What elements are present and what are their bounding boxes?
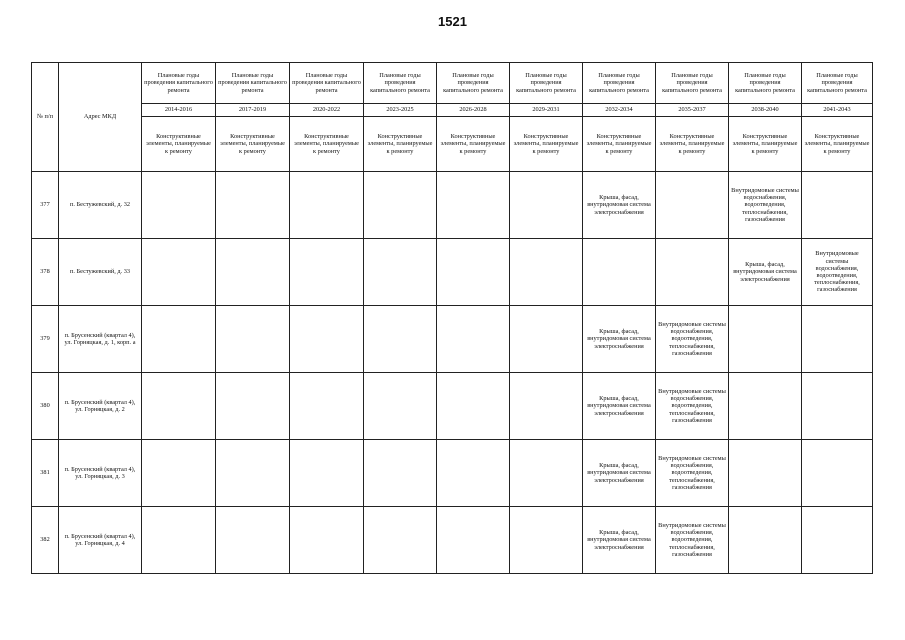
repair-elements-cell (364, 373, 437, 440)
period-years-header: 2032-2034 (583, 104, 656, 117)
row-number: 380 (32, 373, 59, 440)
repair-elements-cell (437, 507, 510, 574)
table-header (32, 63, 873, 172)
repair-elements-cell (437, 172, 510, 239)
repair-elements-cell (729, 306, 802, 373)
repair-elements-cell: Внутридомовые системы водоснабжения, водоотведения, теплоснабжения, газоснабжения (656, 507, 729, 574)
period-title-header: Плановые годы проведения капитального ремонта (216, 63, 290, 104)
period-years-header: 2038-2040 (729, 104, 802, 117)
period-elements-header: Конструктивные элементы, планируемые к ремонту (583, 117, 656, 172)
num-column-header: № п/п (32, 63, 59, 172)
period-title-header: Плановые годы проведения капитального ремонта (656, 63, 729, 104)
header-row-years (32, 104, 873, 117)
period-elements-header: Конструктивные элементы, планируемые к ремонту (437, 117, 510, 172)
repair-elements-cell (216, 440, 290, 507)
repair-elements-cell (142, 507, 216, 574)
table-row (32, 373, 873, 440)
row-address: п. Брусенский (квартал 4), ул. Горняцкая, д. 1, корп. а (59, 306, 142, 373)
period-years-header: 2041-2043 (802, 104, 873, 117)
repair-elements-cell (802, 306, 873, 373)
repair-elements-cell (583, 239, 656, 306)
repair-elements-cell: Крыша, фасад, внутридомовая система электроснабжения (729, 239, 802, 306)
repair-elements-cell (290, 373, 364, 440)
repair-elements-cell: Внутридомовые системы водоснабжения, водоотведения, теплоснабжения, газоснабжения (656, 373, 729, 440)
repair-elements-cell (510, 172, 583, 239)
repair-elements-cell (437, 373, 510, 440)
repair-elements-cell: Внутридомовые системы водоснабжения, водоотведения, теплоснабжения, газоснабжения (656, 306, 729, 373)
page-number: 1521 (438, 14, 467, 29)
period-title-header: Плановые годы проведения капитального ремонта (364, 63, 437, 104)
repair-elements-cell: Внутридомовые системы водоснабжения, водоотведения, теплоснабжения, газоснабжения (729, 172, 802, 239)
repair-elements-cell (364, 172, 437, 239)
repair-elements-cell (216, 239, 290, 306)
table-row (32, 239, 873, 306)
repair-elements-cell (290, 507, 364, 574)
period-elements-header: Конструктивные элементы, планируемые к ремонту (216, 117, 290, 172)
repair-elements-cell (142, 239, 216, 306)
period-elements-header: Конструктивные элементы, планируемые к ремонту (142, 117, 216, 172)
repair-elements-cell (142, 440, 216, 507)
period-elements-header: Конструктивные элементы, планируемые к ремонту (802, 117, 873, 172)
repair-elements-cell: Крыша, фасад, внутридомовая система электроснабжения (583, 507, 656, 574)
repair-elements-cell (802, 373, 873, 440)
repair-elements-cell (437, 239, 510, 306)
period-elements-header: Конструктивные элементы, планируемые к ремонту (290, 117, 364, 172)
repair-elements-cell (510, 440, 583, 507)
row-address: п. Брусенский (квартал 4), ул. Горняцкая, д. 4 (59, 507, 142, 574)
period-elements-header: Конструктивные элементы, планируемые к ремонту (364, 117, 437, 172)
period-title-header: Плановые годы проведения капитального ремонта (510, 63, 583, 104)
row-number: 382 (32, 507, 59, 574)
table-row (32, 507, 873, 574)
period-years-header: 2035-2037 (656, 104, 729, 117)
row-number: 377 (32, 172, 59, 239)
table-row (32, 306, 873, 373)
row-number: 379 (32, 306, 59, 373)
row-address: п. Бестужевский, д. 32 (59, 172, 142, 239)
address-column-header: Адрес МКД (59, 63, 142, 172)
repair-elements-cell: Крыша, фасад, внутридомовая система электроснабжения (583, 172, 656, 239)
repair-elements-cell (364, 239, 437, 306)
repair-elements-cell (364, 440, 437, 507)
row-address: п. Брусенский (квартал 4), ул. Горняцкая, д. 2 (59, 373, 142, 440)
repair-elements-cell (216, 172, 290, 239)
table-body (32, 172, 873, 574)
period-title-header: Плановые годы проведения капитального ремонта (729, 63, 802, 104)
repair-elements-cell (437, 440, 510, 507)
row-number: 381 (32, 440, 59, 507)
repair-elements-cell (510, 239, 583, 306)
repair-elements-cell (142, 172, 216, 239)
repair-elements-cell (729, 440, 802, 507)
repair-elements-cell (364, 306, 437, 373)
period-title-header: Плановые годы проведения капитального ремонта (142, 63, 216, 104)
repair-elements-cell (656, 239, 729, 306)
period-years-header: 2014-2016 (142, 104, 216, 117)
repair-elements-cell: Крыша, фасад, внутридомовая система электроснабжения (583, 373, 656, 440)
table-row (32, 440, 873, 507)
table-row (32, 172, 873, 239)
repair-elements-cell (290, 239, 364, 306)
repair-elements-cell: Крыша, фасад, внутридомовая система электроснабжения (583, 306, 656, 373)
row-address: п. Брусенский (квартал 4), ул. Горняцкая, д. 3 (59, 440, 142, 507)
repair-elements-cell: Внутридомовые системы водоснабжения, водоотведения, теплоснабжения, газоснабжения (656, 440, 729, 507)
period-years-header: 2029-2031 (510, 104, 583, 117)
period-elements-header: Конструктивные элементы, планируемые к ремонту (656, 117, 729, 172)
repair-elements-cell (802, 172, 873, 239)
repair-elements-cell (802, 440, 873, 507)
repair-elements-cell (510, 507, 583, 574)
repair-elements-cell (437, 306, 510, 373)
repair-elements-cell (216, 306, 290, 373)
repair-elements-cell (290, 172, 364, 239)
period-title-header: Плановые годы проведения капитального ремонта (437, 63, 510, 104)
row-number: 378 (32, 239, 59, 306)
period-title-header: Плановые годы проведения капитального ремонта (802, 63, 873, 104)
capital-repair-table (31, 62, 873, 574)
header-row-titles (32, 63, 873, 104)
period-years-header: 2026-2028 (437, 104, 510, 117)
repair-elements-cell (729, 373, 802, 440)
repair-elements-cell (729, 507, 802, 574)
header-row-subheaders (32, 117, 873, 172)
repair-elements-cell (142, 373, 216, 440)
repair-elements-cell (216, 507, 290, 574)
repair-elements-cell (216, 373, 290, 440)
repair-elements-cell: Внутридомовые системы водоснабжения, водоотведения, теплоснабжения, газоснабжения (802, 239, 873, 306)
repair-elements-cell (364, 507, 437, 574)
repair-elements-cell: Крыша, фасад, внутридомовая система электроснабжения (583, 440, 656, 507)
period-title-header: Плановые годы проведения капитального ремонта (583, 63, 656, 104)
row-address: п. Бестужевский, д. 33 (59, 239, 142, 306)
repair-elements-cell (510, 306, 583, 373)
repair-elements-cell (290, 440, 364, 507)
repair-elements-cell (802, 507, 873, 574)
period-title-header: Плановые годы проведения капитального ремонта (290, 63, 364, 104)
repair-elements-cell (510, 373, 583, 440)
period-years-header: 2020-2022 (290, 104, 364, 117)
period-elements-header: Конструктивные элементы, планируемые к ремонту (510, 117, 583, 172)
period-years-header: 2017-2019 (216, 104, 290, 117)
repair-elements-cell (142, 306, 216, 373)
repair-elements-cell (656, 172, 729, 239)
period-years-header: 2023-2025 (364, 104, 437, 117)
repair-elements-cell (290, 306, 364, 373)
period-elements-header: Конструктивные элементы, планируемые к ремонту (729, 117, 802, 172)
